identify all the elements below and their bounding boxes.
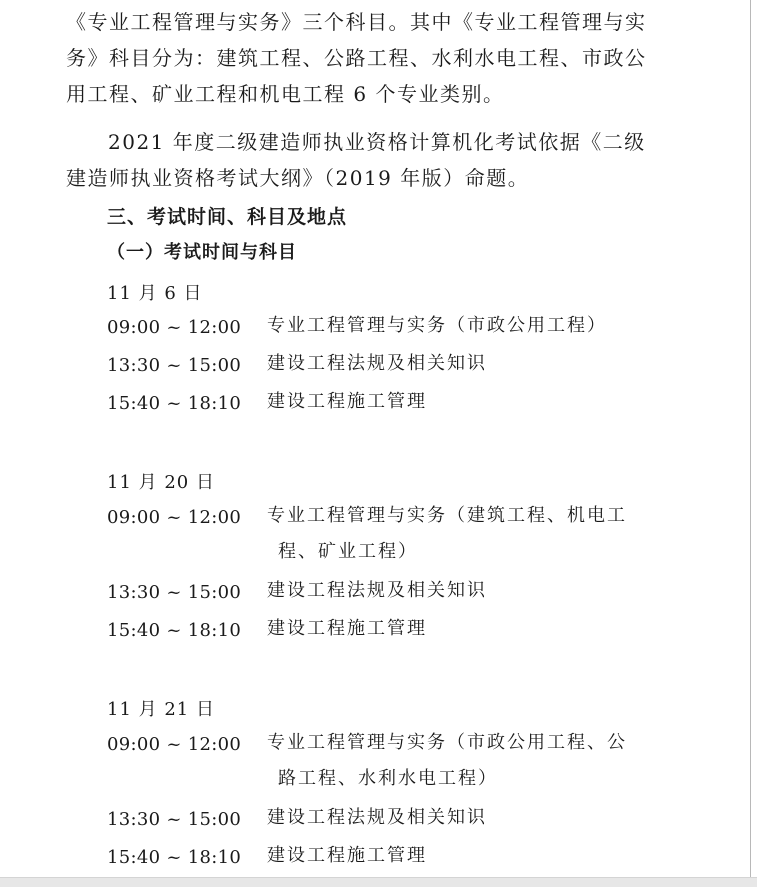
session-time: 09:00 ~ 12:00 [107,317,242,338]
session-subject [267,573,667,609]
schedule-row [107,393,667,420]
schedule-row [107,620,667,647]
schedule-row [107,809,667,836]
session-subject [267,838,667,874]
subject-text: 专业工程管理与实务（市政公用工程、公 [267,732,627,753]
session-subject [267,346,667,382]
page-edge-line [750,0,751,887]
session-time: 15:40 ~ 18:10 [107,620,242,641]
intro-paragraph-2: 2021 年度二级建造师执业资格计算机化考试依据《二级建造师执业资格考试大纲》（2019 年版）命题。 [66,130,646,190]
exam-date: 11 月 21 日 [107,699,215,720]
subject-text: 建设工程法规及相关知识 [267,580,487,601]
session-subject [267,308,667,344]
schedule-row [107,734,667,797]
subject-text: 建设工程法规及相关知识 [267,807,487,828]
schedule-row [107,355,667,382]
schedule-row [107,317,667,344]
session-time: 09:00 ~ 12:00 [107,734,242,755]
subject-text: 建设工程法规及相关知识 [267,353,487,374]
subject-text: 建设工程施工管理 [267,618,427,639]
session-time: 15:40 ~ 18:10 [107,847,242,868]
session-subject [267,498,667,570]
session-time: 15:40 ~ 18:10 [107,393,242,414]
session-time: 13:30 ~ 15:00 [107,582,242,603]
schedule-row [107,847,667,874]
subject-text-continued: 程、矿业工程） [278,541,418,562]
exam-date: 11 月 20 日 [107,472,215,493]
session-time: 13:30 ~ 15:00 [107,355,242,376]
session-subject [267,800,667,836]
viewer-bottom-bar [0,877,757,887]
session-subject [267,384,667,420]
session-time: 13:30 ~ 15:00 [107,809,242,830]
session-subject [267,725,667,797]
subject-text: 建设工程施工管理 [267,845,427,866]
subject-text: 专业工程管理与实务（市政公用工程） [267,315,607,336]
exam-date: 11 月 6 日 [107,283,203,304]
schedule-row [107,582,667,609]
section-subheading: （一）考试时间与科目 [107,242,297,263]
schedule-row [107,507,667,570]
session-time: 09:00 ~ 12:00 [107,507,242,528]
session-subject [267,611,667,647]
subject-text-continued: 路工程、水利水电工程） [278,768,498,789]
intro-paragraph-1: 《专业工程管理与实务》三个科目。其中《专业工程管理与实务》科目分为：建筑工程、公路工程、水利水电工程、市政公用工程、矿业工程和机电工程 6 个专业类别。 [66,10,647,106]
section-heading: 三、考试时间、科目及地点 [107,206,348,228]
subject-text: 建设工程施工管理 [267,391,427,412]
subject-text: 专业工程管理与实务（建筑工程、机电工 [267,505,627,526]
